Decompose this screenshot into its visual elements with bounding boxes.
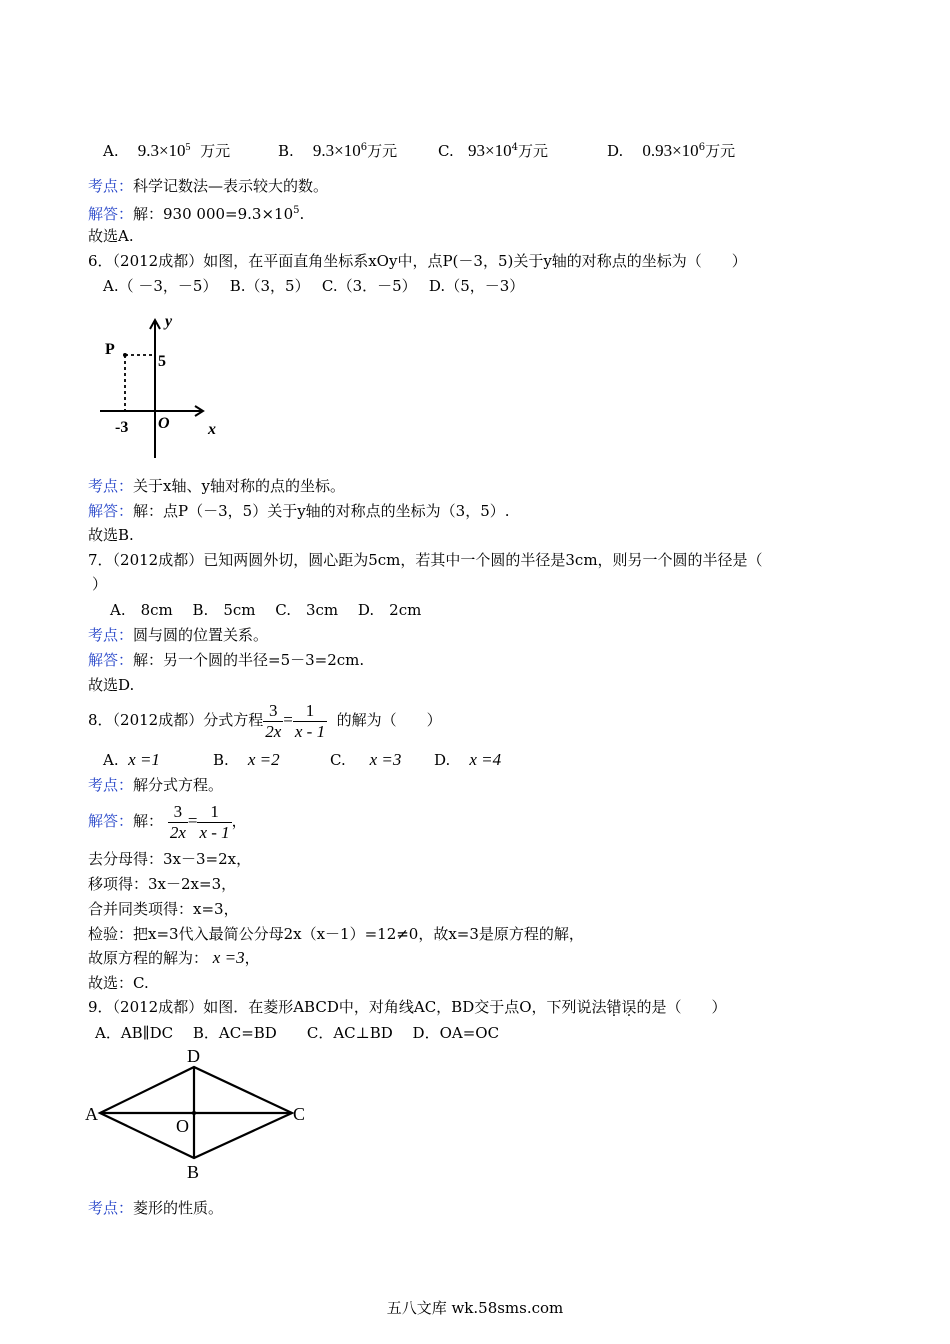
fig9-label-c: C [293,1104,306,1124]
q7-stem-cont: ） [92,575,108,593]
q9-rhombus-figure [82,1045,322,1185]
fig6-label-y: y [165,313,173,330]
q9-stem: 9．（2012成都）如图．在菱形ABCD中，对角线AC，BD交于点O，下列说法错误的是（ ） [88,998,727,1016]
fig9-label-d: D [187,1046,200,1066]
fig6-label-5: 5 [158,353,166,370]
fig9-label-b: B [187,1162,200,1182]
q7-stem: 7．（2012成都）已知两圆外切，圆心距为5cm，若其中一个圆的半径是3cm，则另一个圆的半径是（ [88,551,763,569]
q8-jieda: 解答：解： $\frac{3}{2x}$ = $\frac{1}{x - 1}$ ， [88,801,247,842]
q8-guxuan: 故选：C. [88,974,149,992]
q8-option-c: C. x =3 [330,750,402,769]
q7-kaodian: 考点：圆与圆的位置关系。 [88,626,269,644]
q6-guxuan: 故选B. [88,526,134,544]
q6-coordinate-figure [95,310,235,460]
q8-stem: 8．（2012成都）分式方程 $\frac{3}{2x}$ = $\frac{1}{x - 1}$ 的解为（ ） [88,700,442,741]
q7-guxuan: 故选D. [88,676,135,694]
fig6-label-o: O [158,415,170,432]
q8-step3: 合并同类项得：x=3， [88,900,239,918]
q6-stem: 6．（2012成都）如图，在平面直角坐标系xOy中，点P(－3，5)关于y轴的对称点的坐标为（ ） [88,252,747,270]
q8-fraction-right: $\frac{1}{x - 1}$ [294,700,326,741]
q8-step4: 检验：把x=3代入最简公分母2x（x－1）=12≠0，故x=3是原方程的解， [88,925,584,943]
q8-step1: 去分母得：3x－3=2x， [88,850,252,868]
q7-jieda: 解答：解：另一个圆的半径=5－3=2cm. [88,651,365,669]
q8-kaodian: 考点：解分式方程。 [88,776,224,794]
q5-kaodian: 考点：科学记数法—表示较大的数。 [88,177,329,195]
fig6-label-x: x [208,421,216,438]
fig9-label-a: A [85,1104,98,1124]
q8-step5: 故原方程的解为： x =3， [88,948,260,967]
q5-option-a: A. $9.3\times 10^5$ 万元 [103,141,231,160]
q6-kaodian: 考点：关于x轴、y轴对称的点的坐标。 [88,477,345,495]
q8-step2: 移项得：3x－2x=3， [88,875,237,893]
q9-options: A．AB∥DC B．AC=BD C．AC⊥BD D．OA=OC [95,1024,500,1042]
q8-fraction-left: $\frac{3}{2x}$ [265,700,282,741]
fig6-label-neg3: -3 [115,419,129,436]
page-footer: 五八文库 wk.58sms.com [386,1299,564,1317]
q9-kaodian: 考点：菱形的性质。 [88,1199,224,1217]
q5-jieda: 解答：解：930 $000=9.3\times 10^5$. [88,205,305,223]
q5-guxuan: 故选A. [88,227,134,245]
q6-jieda: 解答：解：点P（－3，5）关于y轴的对称点的坐标为（3，5）. [88,502,510,520]
q8-option-b: B. x =2 [213,750,280,769]
fig9-label-o: O [176,1116,189,1136]
q7-options: A. 8cm B. 5cm C. 3cm D. 2cm [110,601,422,619]
q6-options: A.（ －3，－5） B.（3，5） C.（3．－5） D.（5，－3） [103,277,525,295]
q8-option-d: D. x =4 [434,750,502,769]
q5-option-c: C. $93\times 10^4$万元 [438,141,549,160]
q5-option-d: D. $0.93\times 10^6$万元 [607,141,736,160]
q8-option-a: A. x =1 [103,750,160,769]
fig6-label-p: P [105,341,115,358]
q5-option-b: B. $9.3\times 10^6$万元 [278,141,398,160]
